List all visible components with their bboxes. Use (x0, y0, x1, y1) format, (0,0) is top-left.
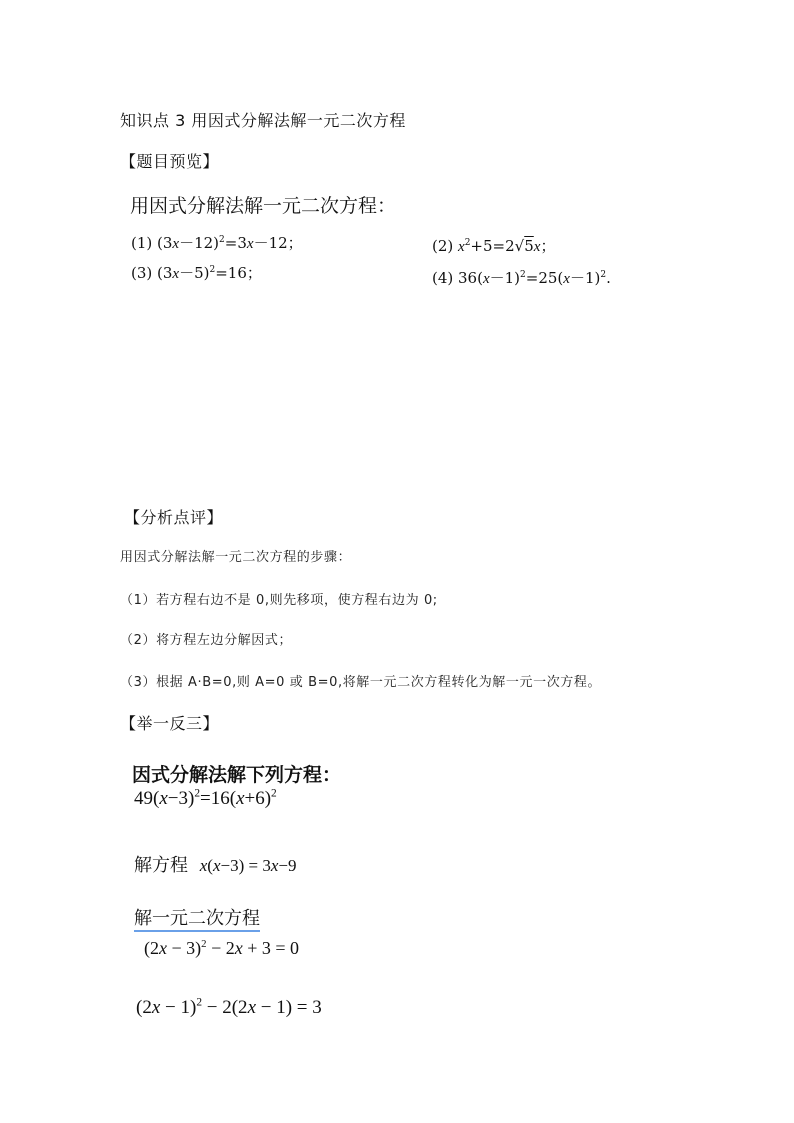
practice-block2 (134, 851, 296, 877)
problem-2: (2) $x^2+5=2√5x$； (432, 237, 556, 255)
practice-block1-title: 因式分解法解下列方程： (132, 764, 342, 786)
practice-block3-title-text: 解一元二次方程 (134, 908, 260, 932)
preview-heading: 【题目预览】 (120, 152, 220, 171)
problem-3: (3) $(3x-5)^2=16$； (131, 264, 262, 282)
analysis-heading: 【分析点评】 (124, 508, 224, 527)
practice-heading: 【举一反三】 (120, 714, 220, 733)
practice-block2-label: 解方程 (134, 855, 188, 876)
practice-block3-equation-2: $(2x - 1)^2 - 2(2x - 1) = 3$ (136, 996, 322, 1018)
practice-block3-equation-1: $(2x - 3)^2 - 2x + 3 = 0$ (144, 938, 300, 958)
practice-block3-title (134, 904, 260, 930)
analysis-step-3: （3）根据 A·B=0,则 A=0 或 B=0,将解一元二次方程转化为解一元一次方程。 (120, 675, 602, 690)
knowledge-point-title: 知识点 3 用因式分解法解一元二次方程 (120, 111, 406, 130)
problem-1: (1) $(3x-12)^2=3x-12$； (131, 234, 303, 252)
problem-4: (4) $36(x-1)^2=25(x-1)^2$. (432, 269, 611, 287)
analysis-intro: 用因式分解法解一元二次方程的步骤： (120, 550, 352, 565)
analysis-step-2: （2）将方程左边分解因式； (120, 633, 293, 648)
practice-block2-equation: x(x−3) = 3x−9 (199, 856, 297, 875)
practice-block1-equation: $49(x-3)^2=16(x+6)^2$ (134, 787, 277, 809)
preview-instruction: 用因式分解法解一元二次方程： (130, 195, 397, 217)
analysis-step-1: （1）若方程右边不是 0,则先移项，使方程右边为 0; (120, 593, 438, 608)
